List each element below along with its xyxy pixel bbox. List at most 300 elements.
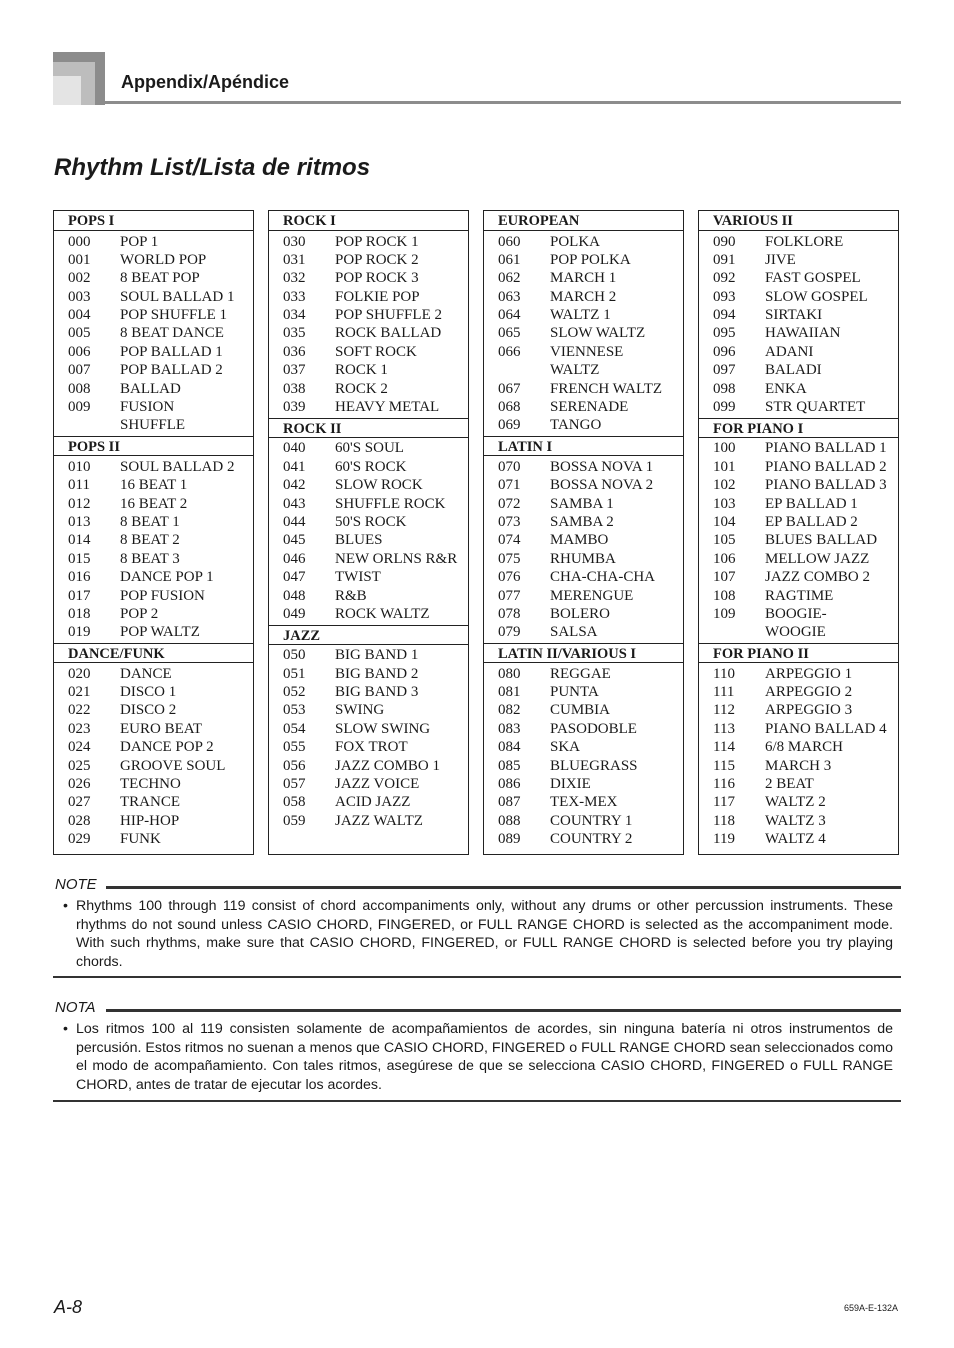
rhythm-number: 085 <box>498 757 521 774</box>
rhythm-row <box>484 683 683 701</box>
rhythm-number: 047 <box>283 569 306 586</box>
group-header: JAZZ <box>269 625 468 645</box>
rhythm-name: 8 BEAT 2 <box>120 532 180 549</box>
rhythm-name: R&B <box>335 587 367 604</box>
rhythm-row <box>54 550 253 568</box>
group-header: ROCK II <box>269 418 468 438</box>
group-rows <box>699 663 898 850</box>
rhythm-number: 060 <box>498 233 521 250</box>
rhythm-row <box>54 701 253 719</box>
rhythm-row <box>484 757 683 775</box>
rhythm-name: 2 BEAT <box>765 776 814 793</box>
rhythm-row <box>54 568 253 586</box>
rhythm-name: SOUL BALLAD 2 <box>120 458 235 475</box>
rhythm-row <box>54 830 253 848</box>
rhythm-column <box>483 210 684 855</box>
rhythm-row <box>54 458 253 476</box>
rhythm-row <box>269 513 468 531</box>
rhythm-number: 113 <box>713 720 735 737</box>
rhythm-number: 049 <box>283 605 306 622</box>
rhythm-row <box>269 701 468 719</box>
rhythm-row <box>269 251 468 269</box>
rhythm-number: 003 <box>68 288 91 305</box>
rhythm-number: 034 <box>283 307 306 324</box>
rhythm-row <box>484 288 683 306</box>
rhythm-name: HEAVY METAL <box>335 399 440 416</box>
group-rows <box>484 456 683 643</box>
page-number: A-8 <box>54 1297 83 1317</box>
page-title: Rhythm List/Lista de ritmos <box>54 154 371 181</box>
rhythm-row <box>699 623 898 641</box>
rhythm-number: 042 <box>283 477 306 494</box>
group-rows <box>699 438 898 643</box>
rhythm-column <box>53 210 254 855</box>
bullet: • <box>63 898 68 914</box>
rhythm-name: 16 BEAT 1 <box>120 477 188 494</box>
rhythm-number: 107 <box>713 569 736 586</box>
rhythm-name: ARPEGGIO 3 <box>765 702 853 719</box>
rhythm-name: DISCO 1 <box>120 684 177 701</box>
rhythm-row <box>54 361 253 379</box>
rhythm-number: 087 <box>498 794 521 811</box>
rhythm-number: 013 <box>68 513 91 530</box>
rhythm-row <box>269 439 468 457</box>
rhythm-number: 019 <box>68 624 91 641</box>
rhythm-name: WORLD POP <box>120 251 207 268</box>
rhythm-name: ROCK 2 <box>335 380 388 397</box>
rhythm-name: POP BALLAD 1 <box>120 343 223 360</box>
rhythm-number: 052 <box>283 684 306 701</box>
rhythm-number: 084 <box>498 739 521 756</box>
rhythm-name: 6/8 MARCH <box>765 739 843 756</box>
rhythm-number: 039 <box>283 399 306 416</box>
group-header: LATIN I <box>484 436 683 456</box>
rhythm-number: 099 <box>713 399 736 416</box>
rhythm-name: JIVE <box>765 251 796 268</box>
rhythm-row <box>54 513 253 531</box>
rhythm-row <box>699 738 898 756</box>
rhythm-number: 103 <box>713 495 736 512</box>
rhythm-row <box>699 683 898 701</box>
rhythm-number <box>699 623 765 641</box>
rhythm-name: FOX TROT <box>335 739 408 756</box>
rhythm-row <box>699 439 898 457</box>
rhythm-number: 076 <box>498 569 521 586</box>
rhythm-name: BOOGIE- <box>765 605 827 622</box>
rhythm-row <box>699 793 898 811</box>
rhythm-number: 035 <box>283 325 306 342</box>
rhythm-name: PIANO BALLAD 2 <box>765 458 887 475</box>
divider <box>53 976 901 978</box>
rhythm-name: POP BALLAD 2 <box>120 362 223 379</box>
rhythm-row <box>54 343 253 361</box>
rhythm-name: SLOW SWING <box>335 720 431 737</box>
rhythm-name: BLUES BALLAD <box>765 532 878 549</box>
group-rows <box>269 231 468 418</box>
nota-rule <box>106 1009 901 1012</box>
rhythm-row <box>699 288 898 306</box>
rhythm-number: 058 <box>283 794 306 811</box>
rhythm-row <box>269 531 468 549</box>
rhythm-name: EP BALLAD 2 <box>765 513 858 530</box>
rhythm-row <box>699 343 898 361</box>
rhythm-number: 069 <box>498 417 521 434</box>
rhythm-row <box>484 458 683 476</box>
group-header: VARIOUS II <box>699 211 898 231</box>
rhythm-number: 038 <box>283 380 306 397</box>
rhythm-name: POP 1 <box>120 233 159 250</box>
rhythm-number: 041 <box>283 458 306 475</box>
rhythm-row <box>269 476 468 494</box>
group-header: ROCK I <box>269 211 468 231</box>
rhythm-row <box>269 738 468 756</box>
rhythm-number: 119 <box>713 831 735 848</box>
rhythm-row <box>54 683 253 701</box>
rhythm-number: 033 <box>283 288 306 305</box>
rhythm-name: BALADI <box>765 362 822 379</box>
rhythm-name: BOSSA NOVA 2 <box>550 477 654 494</box>
rhythm-number: 079 <box>498 624 521 641</box>
rhythm-number: 065 <box>498 325 521 342</box>
rhythm-number: 005 <box>68 325 91 342</box>
rhythm-row <box>484 793 683 811</box>
rhythm-name: 8 BEAT 3 <box>120 550 180 567</box>
rhythm-row <box>54 380 253 398</box>
rhythm-name: FOLKLORE <box>765 233 844 250</box>
rhythm-name: 50'S ROCK <box>335 513 407 530</box>
note-rule <box>106 886 901 889</box>
rhythm-number: 050 <box>283 647 306 664</box>
rhythm-name: MARCH 1 <box>550 270 617 287</box>
rhythm-name: BIG BAND 2 <box>335 665 419 682</box>
rhythm-number: 023 <box>68 720 91 737</box>
rhythm-row <box>269 269 468 287</box>
rhythm-row <box>269 343 468 361</box>
rhythm-number: 011 <box>68 477 90 494</box>
rhythm-number: 100 <box>713 440 736 457</box>
rhythm-name: SHUFFLE ROCK <box>335 495 446 512</box>
rhythm-number: 026 <box>68 776 91 793</box>
rhythm-row <box>484 830 683 848</box>
rhythm-row <box>699 605 898 623</box>
rhythm-name: JAZZ COMBO 1 <box>335 757 441 774</box>
rhythm-row <box>54 623 253 641</box>
rhythm-row <box>484 380 683 398</box>
rhythm-name: TEX-MEX <box>550 794 618 811</box>
rhythm-row <box>54 775 253 793</box>
rhythm-name: RAGTIME <box>765 587 834 604</box>
rhythm-name: BIG BAND 1 <box>335 647 419 664</box>
rhythm-number: 074 <box>498 532 521 549</box>
rhythm-name: 60'S SOUL <box>335 440 404 457</box>
rhythm-name: SLOW GOSPEL <box>765 288 868 305</box>
rhythm-row <box>269 361 468 379</box>
divider <box>53 1100 901 1102</box>
rhythm-name: SHUFFLE <box>120 417 186 434</box>
rhythm-name: ADANI <box>765 343 814 360</box>
rhythm-row <box>54 324 253 342</box>
rhythm-number: 008 <box>68 380 91 397</box>
note-label: NOTE <box>55 876 97 893</box>
rhythm-name: BLUEGRASS <box>550 757 638 774</box>
group-header: FOR PIANO II <box>699 643 898 663</box>
rhythm-number: 066 <box>498 343 521 360</box>
rhythm-number: 028 <box>68 812 91 829</box>
rhythm-number: 056 <box>283 757 306 774</box>
rhythm-row <box>484 775 683 793</box>
rhythm-number: 068 <box>498 399 521 416</box>
rhythm-row <box>699 830 898 848</box>
rhythm-number: 098 <box>713 380 736 397</box>
header-rule <box>105 101 901 104</box>
rhythm-name: DANCE POP 1 <box>120 569 214 586</box>
rhythm-row <box>269 233 468 251</box>
rhythm-row <box>484 738 683 756</box>
rhythm-name: SOFT ROCK <box>335 343 417 360</box>
rhythm-number: 059 <box>283 812 306 829</box>
rhythm-row <box>699 324 898 342</box>
rhythm-number <box>484 361 550 379</box>
rhythm-number: 104 <box>713 513 736 530</box>
rhythm-number: 036 <box>283 343 306 360</box>
rhythm-row <box>269 757 468 775</box>
group-header: DANCE/FUNK <box>54 643 253 663</box>
rhythm-name: PIANO BALLAD 3 <box>765 477 887 494</box>
rhythm-number: 070 <box>498 458 521 475</box>
rhythm-name: 8 BEAT DANCE <box>120 325 224 342</box>
rhythm-number: 051 <box>283 665 306 682</box>
rhythm-number: 092 <box>713 270 736 287</box>
rhythm-number: 027 <box>68 794 91 811</box>
rhythm-row <box>699 458 898 476</box>
note-text: Rhythms 100 through 119 consist of chord accompaniments only, without any drums or other percussion instruments. These rhythms do not sound unless CASIO CHORD, FINGERED, or FULL RANGE CHORD is selected as the accompaniment mode. With such rhythms, make sure that CASIO CHORD, FINGERED, or FULL RANGE CHORD is selected before you try playing chords. <box>76 898 893 970</box>
rhythm-row <box>54 793 253 811</box>
section-title: Appendix/Apéndice <box>121 72 290 92</box>
rhythm-number: 090 <box>713 233 736 250</box>
rhythm-row <box>699 587 898 605</box>
group-header: LATIN II/VARIOUS I <box>484 643 683 663</box>
rhythm-number: 093 <box>713 288 736 305</box>
rhythm-number: 061 <box>498 251 521 268</box>
corner-graphic <box>53 52 105 105</box>
rhythm-name: SLOW ROCK <box>335 477 423 494</box>
nota-body <box>63 1020 893 1094</box>
rhythm-number: 025 <box>68 757 91 774</box>
rhythm-number: 020 <box>68 665 91 682</box>
rhythm-number: 006 <box>68 343 91 360</box>
rhythm-name: POP SHUFFLE 2 <box>335 307 442 324</box>
group-rows <box>54 231 253 436</box>
rhythm-number: 109 <box>713 605 736 622</box>
note-body <box>63 897 893 971</box>
rhythm-row <box>699 380 898 398</box>
rhythm-row <box>484 665 683 683</box>
rhythm-name: POP ROCK 1 <box>335 233 419 250</box>
rhythm-name: MARCH 3 <box>765 757 832 774</box>
rhythm-row <box>484 550 683 568</box>
rhythm-row <box>54 476 253 494</box>
rhythm-name: TRANCE <box>120 794 180 811</box>
rhythm-number: 118 <box>713 812 735 829</box>
rhythm-name: COUNTRY 1 <box>550 812 633 829</box>
rhythm-number: 111 <box>713 684 735 701</box>
rhythm-number: 054 <box>283 720 306 737</box>
group-rows <box>699 231 898 418</box>
rhythm-number: 112 <box>713 702 735 719</box>
rhythm-number: 101 <box>713 458 736 475</box>
rhythm-name: POP SHUFFLE 1 <box>120 307 227 324</box>
rhythm-row <box>54 416 253 434</box>
rhythm-row <box>269 812 468 830</box>
rhythm-number: 110 <box>713 665 735 682</box>
rhythm-number: 000 <box>68 233 91 250</box>
rhythm-row <box>269 495 468 513</box>
rhythm-number: 055 <box>283 739 306 756</box>
rhythm-number: 004 <box>68 307 91 324</box>
rhythm-name: ARPEGGIO 1 <box>765 665 853 682</box>
rhythm-row <box>699 775 898 793</box>
rhythm-name: ROCK BALLAD <box>335 325 442 342</box>
rhythm-name: COUNTRY 2 <box>550 831 633 848</box>
rhythm-number: 088 <box>498 812 521 829</box>
rhythm-number: 115 <box>713 757 735 774</box>
rhythm-row <box>484 361 683 379</box>
rhythm-name: MELLOW JAZZ <box>765 550 870 567</box>
rhythm-name: MARCH 2 <box>550 288 617 305</box>
rhythm-column <box>268 210 469 855</box>
rhythm-name: CUMBIA <box>550 702 611 719</box>
rhythm-name: POP ROCK 3 <box>335 270 419 287</box>
rhythm-number: 116 <box>713 776 735 793</box>
rhythm-name: MERENGUE <box>550 587 634 604</box>
rhythm-row <box>269 683 468 701</box>
rhythm-number: 094 <box>713 307 736 324</box>
rhythm-row <box>699 568 898 586</box>
group-header: EUROPEAN <box>484 211 683 231</box>
rhythm-name: SAMBA 2 <box>550 513 614 530</box>
rhythm-row <box>54 605 253 623</box>
rhythm-row <box>484 531 683 549</box>
rhythm-row <box>269 720 468 738</box>
rhythm-row <box>699 720 898 738</box>
group-rows <box>54 456 253 643</box>
rhythm-row <box>699 306 898 324</box>
rhythm-name: PASODOBLE <box>550 720 637 737</box>
rhythm-number: 102 <box>713 477 736 494</box>
rhythm-name: REGGAE <box>550 665 611 682</box>
rhythm-name: BIG BAND 3 <box>335 684 419 701</box>
rhythm-number: 063 <box>498 288 521 305</box>
rhythm-number: 117 <box>713 794 735 811</box>
rhythm-number: 040 <box>283 440 306 457</box>
rhythm-number: 062 <box>498 270 521 287</box>
rhythm-number: 053 <box>283 702 306 719</box>
rhythm-name: WALTZ 3 <box>765 812 826 829</box>
rhythm-name: DIXIE <box>550 776 591 793</box>
rhythm-row <box>54 495 253 513</box>
rhythm-name: CHA-CHA-CHA <box>550 569 655 586</box>
rhythm-number: 106 <box>713 550 736 567</box>
rhythm-number: 077 <box>498 587 521 604</box>
rhythm-name: TANGO <box>550 417 602 434</box>
rhythm-name: SLOW WALTZ <box>550 325 646 342</box>
rhythm-row <box>699 269 898 287</box>
rhythm-row <box>484 587 683 605</box>
nota-text: Los ritmos 100 al 119 consisten solamente de acompañamientos de acordes, sin ninguna batería ni otros instrumentos de percusión. Estos ritmos no suenan a menos que CASIO CHORD, FINGERED o FULL RANGE CHORD sean seleccionados como el modo de acompañamiento. Con tales ritmos, asegúrese de que se selecciona CASIO CHORD, FINGERED o FULL RANGE CHORD, antes de tratar de ejecutar los acordes. <box>76 1021 893 1093</box>
rhythm-row <box>699 361 898 379</box>
doc-code: 659A-E-132A <box>844 1303 899 1313</box>
rhythm-row <box>699 665 898 683</box>
rhythm-row <box>484 306 683 324</box>
rhythm-row <box>699 233 898 251</box>
rhythm-number: 082 <box>498 702 521 719</box>
rhythm-number: 018 <box>68 605 91 622</box>
rhythm-row <box>484 233 683 251</box>
rhythm-name: BOLERO <box>550 605 610 622</box>
rhythm-number: 078 <box>498 605 521 622</box>
group-rows <box>269 438 468 625</box>
rhythm-name: SWING <box>335 702 385 719</box>
rhythm-name: WALTZ 1 <box>550 307 611 324</box>
rhythm-number: 046 <box>283 550 306 567</box>
rhythm-row <box>699 812 898 830</box>
rhythm-row <box>484 343 683 361</box>
rhythm-name: BLUES <box>335 532 383 549</box>
rhythm-row <box>484 495 683 513</box>
rhythm-number: 086 <box>498 776 521 793</box>
rhythm-row <box>484 269 683 287</box>
rhythm-name: ENKA <box>765 380 807 397</box>
rhythm-row <box>484 324 683 342</box>
rhythm-number: 081 <box>498 684 521 701</box>
rhythm-name: POP 2 <box>120 605 159 622</box>
rhythm-name: 8 BEAT 1 <box>120 513 180 530</box>
rhythm-row <box>269 550 468 568</box>
rhythm-name: NEW ORLNS R&R <box>335 550 458 567</box>
rhythm-name: BALLAD <box>120 380 181 397</box>
rhythm-number: 012 <box>68 495 91 512</box>
rhythm-number: 021 <box>68 684 91 701</box>
rhythm-name: FRENCH WALTZ <box>550 380 663 397</box>
rhythm-name: SAMBA 1 <box>550 495 614 512</box>
rhythm-number: 105 <box>713 532 736 549</box>
rhythm-row <box>269 775 468 793</box>
rhythm-name: POP POLKA <box>550 251 631 268</box>
rhythm-row <box>699 531 898 549</box>
rhythm-row <box>699 757 898 775</box>
rhythm-name: ACID JAZZ <box>335 794 411 811</box>
rhythm-row <box>54 738 253 756</box>
rhythm-name: TECHNO <box>120 776 181 793</box>
rhythm-number: 007 <box>68 362 91 379</box>
rhythm-name: 16 BEAT 2 <box>120 495 188 512</box>
rhythm-name: WALTZ 2 <box>765 794 826 811</box>
rhythm-row <box>269 568 468 586</box>
rhythm-row <box>54 720 253 738</box>
rhythm-name: STR QUARTET <box>765 399 866 416</box>
rhythm-name: SIRTAKI <box>765 307 823 324</box>
rhythm-name: HAWAIIAN <box>765 325 841 342</box>
rhythm-number: 108 <box>713 587 736 604</box>
rhythm-number: 073 <box>498 513 521 530</box>
rhythm-name: RHUMBA <box>550 550 616 567</box>
rhythm-number: 072 <box>498 495 521 512</box>
rhythm-number: 095 <box>713 325 736 342</box>
rhythm-name: JAZZ VOICE <box>335 776 420 793</box>
rhythm-row <box>54 269 253 287</box>
rhythm-number: 031 <box>283 251 306 268</box>
rhythm-name: WALTZ 4 <box>765 831 826 848</box>
